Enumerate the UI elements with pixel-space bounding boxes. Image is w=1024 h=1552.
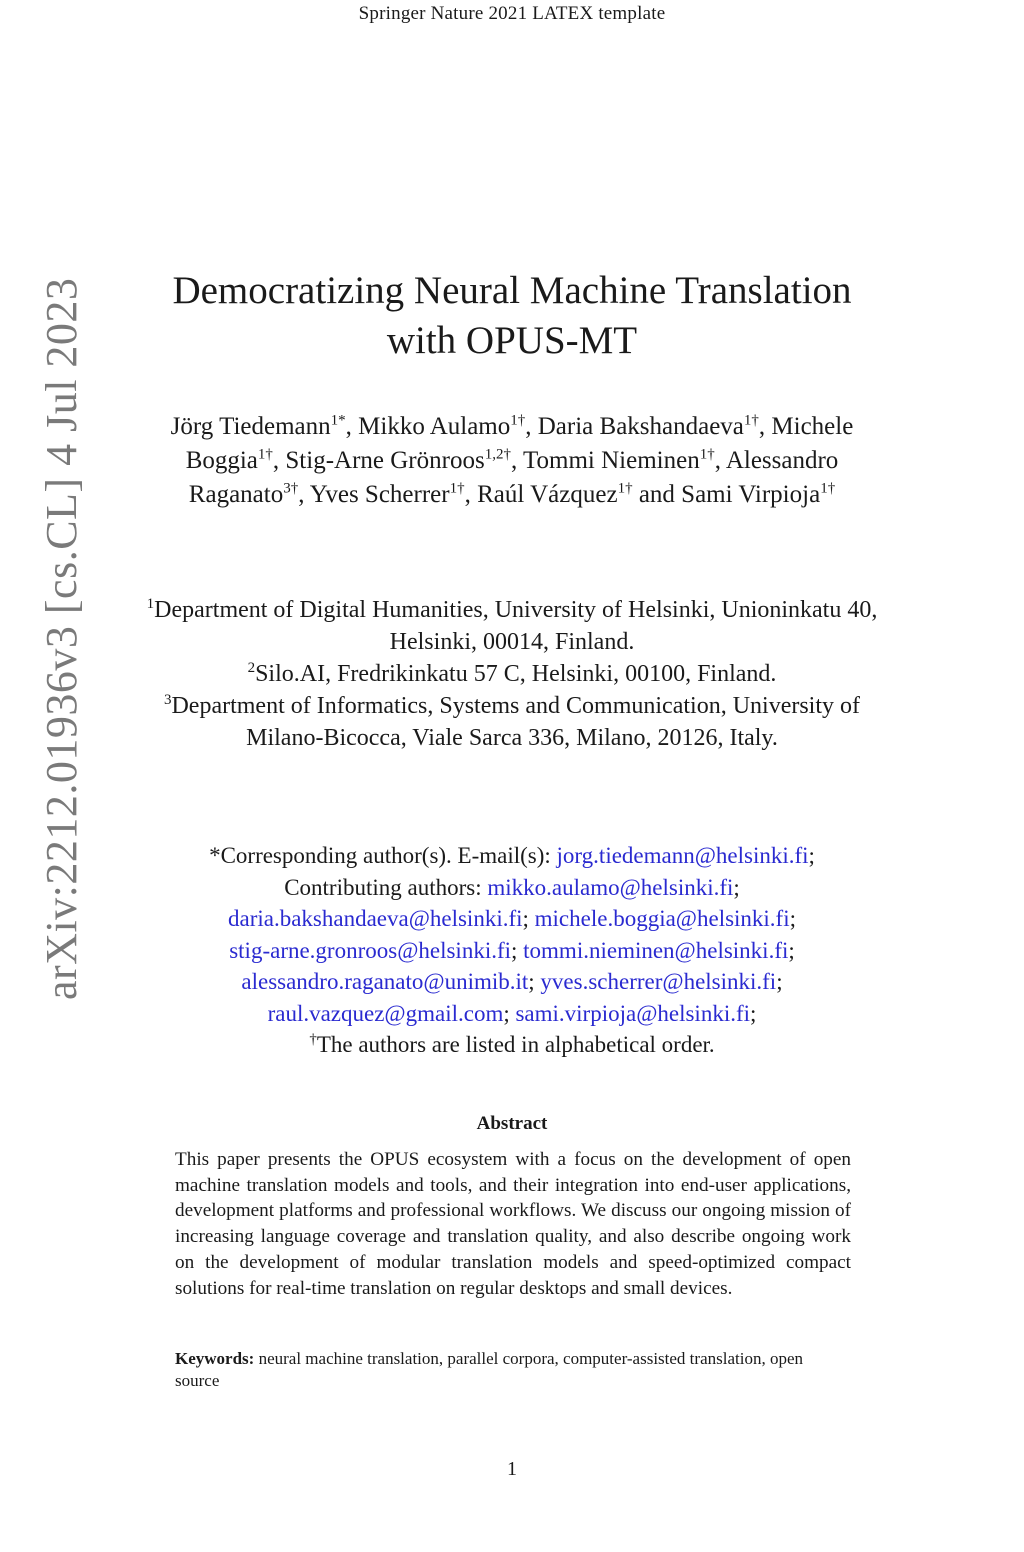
email-separator: ; — [776, 969, 783, 994]
author-separator: , — [272, 447, 286, 474]
running-head: Springer Nature 2021 LATEX template — [358, 3, 666, 24]
author-name: Sami Virpioja — [681, 481, 821, 508]
keywords-block — [175, 1348, 851, 1392]
author-name: Stig-Arne Grönroos — [285, 447, 485, 474]
author-name: Mikko Aulamo — [358, 413, 511, 440]
dagger-note: The authors are listed in alphabetical order. — [316, 1032, 715, 1057]
paper-title — [130, 266, 894, 366]
dagger-marker: † — [309, 1031, 317, 1048]
email-link[interactable]: yves.scherrer@helsinki.fi — [540, 969, 777, 994]
title-line-2: with OPUS-MT — [386, 319, 638, 362]
affiliation-marker: 2 — [247, 660, 256, 676]
affiliation-item — [130, 690, 894, 754]
email-separator: ; — [503, 1000, 510, 1026]
contributing-authors-label: Contributing authors: — [284, 874, 488, 900]
author-separator: , — [464, 481, 478, 508]
author-name: Raúl Vázquez — [477, 481, 618, 508]
email-link[interactable]: alessandro.raganato@unimib.it — [241, 969, 529, 994]
author-separator: , — [510, 447, 523, 474]
arxiv-identifier-stamp: arXiv:2212.01936v3 [cs.CL] 4 Jul 2023 — [37, 277, 86, 1000]
author-name: Daria Bakshandaeva — [537, 413, 744, 440]
author-name: Jörg Tiedemann — [170, 413, 331, 440]
author-name: Tommi Nieminen — [523, 447, 700, 474]
affiliation-item — [130, 658, 894, 690]
email-link[interactable]: daria.bakshandaeva@helsinki.fi — [227, 906, 523, 931]
email-separator: ; — [789, 906, 797, 931]
author-affiliation-marker: 3† — [283, 480, 299, 497]
abstract-heading: Abstract — [476, 1113, 548, 1134]
keywords-text: neural machine translation, parallel corpora, computer-assisted translation, open source — [175, 1349, 803, 1390]
email-separator: ; — [511, 937, 518, 963]
author-separator: , — [298, 481, 310, 508]
author-name: Alessandro Raganato — [188, 447, 839, 508]
corresponding-author-label: *Corresponding author(s). E-mail(s): — [209, 843, 557, 868]
email-separator: ; — [733, 874, 740, 900]
author-separator: , — [758, 413, 772, 440]
author-name: Yves Scherrer — [309, 481, 450, 508]
author-list — [160, 410, 864, 512]
author-separator: , — [345, 413, 359, 440]
author-affiliation-marker: 1† — [449, 480, 465, 497]
email-link[interactable]: raul.vazquez@gmail.com — [267, 1000, 504, 1026]
email-separator: ; — [808, 843, 815, 868]
email-link[interactable]: mikko.aulamo@helsinki.fi — [487, 874, 734, 900]
email-link[interactable]: tommi.nieminen@helsinki.fi — [523, 937, 789, 963]
email-separator: ; — [750, 1000, 757, 1026]
author-name: Michele Boggia — [185, 413, 854, 474]
author-separator: , — [525, 413, 538, 440]
affiliation-marker: 1 — [146, 596, 155, 612]
keywords-label: Keywords: — [175, 1349, 255, 1368]
author-affiliation-marker: 1† — [820, 480, 836, 497]
author-affiliation-marker: 1,2† — [484, 446, 511, 463]
author-affiliation-marker: 1† — [699, 446, 715, 463]
affiliation-text: Department of Digital Humanities, University of Helsinki, Unioninkatu 40, Helsinki, 00014, Finland. — [154, 597, 878, 655]
correspondence-block — [130, 840, 894, 1061]
affiliation-list — [130, 594, 894, 754]
email-link[interactable]: sami.virpioja@helsinki.fi — [515, 1000, 751, 1026]
author-affiliation-marker: 1† — [743, 412, 759, 429]
email-link[interactable]: michele.boggia@helsinki.fi — [534, 906, 790, 931]
page-number: 1 — [507, 1458, 517, 1480]
affiliation-marker: 3 — [163, 692, 172, 708]
email-separator: ; — [528, 969, 535, 994]
author-affiliation-marker: 1* — [330, 412, 346, 429]
author-affiliation-marker: 1† — [510, 412, 526, 429]
author-separator: and — [632, 481, 682, 508]
affiliation-item — [130, 594, 894, 658]
abstract-text: This paper presents the OPUS ecosystem with a focus on the development of open machine translation models and tools, and their integration into end-user applications, development platforms and professional workflows. We discuss our ongoing mission of increasing language coverage and translation quality, and also describe ongoing work on the development of modular translation models and speed-optimized compact solutions for real-time translation on regular desktops and small devices. — [175, 1149, 851, 1299]
email-separator: ; — [522, 906, 529, 931]
author-affiliation-marker: 1† — [257, 446, 273, 463]
affiliation-text: Silo.AI, Fredrikinkatu 57 C, Helsinki, 00100, Finland. — [255, 661, 777, 687]
author-affiliation-marker: 1† — [617, 480, 633, 497]
author-separator: , — [714, 447, 726, 474]
email-link[interactable]: stig-arne.gronroos@helsinki.fi — [229, 937, 512, 963]
email-link[interactable]: jorg.tiedemann@helsinki.fi — [556, 843, 809, 868]
title-line-1: Democratizing Neural Machine Translation — [172, 269, 852, 312]
email-separator: ; — [788, 937, 795, 963]
affiliation-text: Department of Informatics, Systems and Communication, University of Milano-Bicocca, Viale Sarca 336, Milano, 20126, Italy. — [171, 693, 861, 751]
